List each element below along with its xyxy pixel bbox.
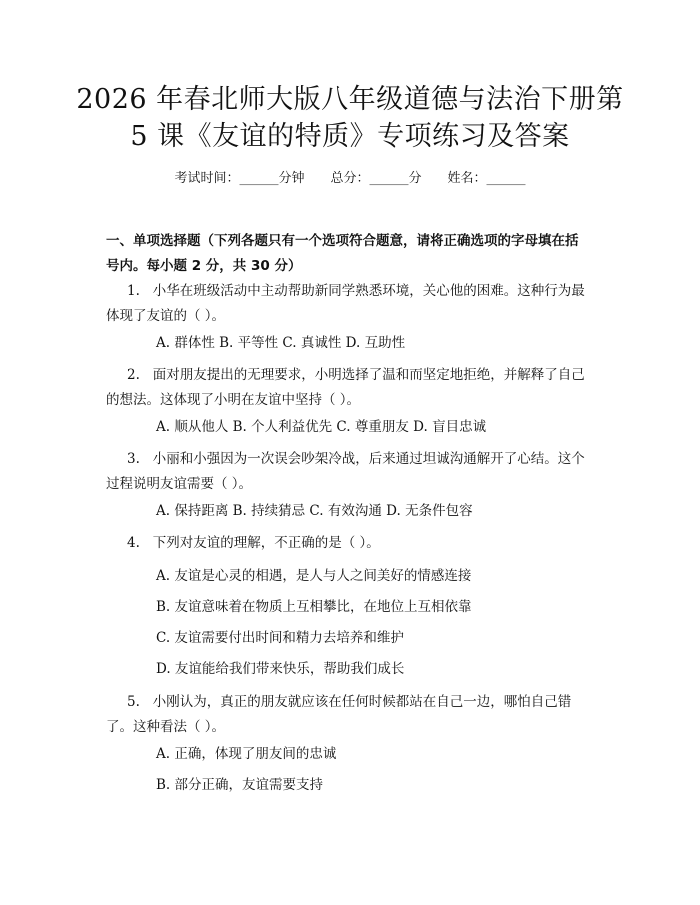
question-5-stem-continued: 了。这种看法（ ）。 bbox=[106, 719, 226, 735]
question-3-stem-continued: 过程说明友谊需要（ ）。 bbox=[106, 476, 253, 492]
question-5-stem: 5. 小刚认为，真正的朋友就应该在任何时候都站在自己一边，哪怕自己错 bbox=[127, 694, 572, 710]
document-title-line-1: 2026 年春北师大版八年级道德与法治下册第 bbox=[76, 84, 624, 115]
question-2-stem-continued: 的想法。这体现了小明在友谊中坚持（ ）。 bbox=[106, 392, 361, 408]
question-4-option-a: A. 友谊是心灵的相遇，是人与人之间美好的情感连接 bbox=[156, 568, 472, 584]
exam-name: 姓名：______ bbox=[447, 171, 526, 186]
exam-time: 考试时间：______分钟 bbox=[174, 171, 305, 186]
question-4-option-d: D. 友谊能给我们带来快乐，帮助我们成长 bbox=[156, 661, 405, 677]
question-2-options: A. 顺从他人 B. 个人利益优先 C. 尊重朋友 D. 盲目忠诚 bbox=[156, 419, 487, 435]
exam-total-score: 总分：______分 bbox=[330, 171, 422, 186]
question-3-options: A. 保持距离 B. 持续猜忌 C. 有效沟通 D. 无条件包容 bbox=[156, 503, 473, 519]
question-1-stem-continued: 体现了友谊的（ ）。 bbox=[106, 308, 226, 324]
question-4-option-b: B. 友谊意味着在物质上互相攀比，在地位上互相依靠 bbox=[156, 599, 472, 615]
question-4-stem: 4. 下列对友谊的理解，不正确的是（ ）。 bbox=[127, 535, 380, 551]
question-5-option-a: A. 正确，体现了朋友间的忠诚 bbox=[156, 746, 337, 762]
document-title-line-2: 5 课《友谊的特质》专项练习及答案 bbox=[130, 121, 570, 152]
section-heading-line-1: 一、单项选择题（下列各题只有一个选项符合题意，请将正确选项的字母填在括 bbox=[106, 233, 579, 249]
question-3-stem: 3. 小丽和小强因为一次误会吵架冷战，后来通过坦诚沟通解开了心结。这个 bbox=[127, 451, 585, 467]
question-2-stem: 2. 面对朋友提出的无理要求，小明选择了温和而坚定地拒绝，并解释了自己 bbox=[127, 367, 585, 383]
exam-meta bbox=[0, 169, 700, 189]
question-5-option-b: B. 部分正确，友谊需要支持 bbox=[156, 777, 324, 793]
section-heading-line-2: 号内。每小题 2 分，共 30 分） bbox=[106, 258, 302, 274]
question-1-options: A. 群体性 B. 平等性 C. 真诚性 D. 互助性 bbox=[156, 335, 406, 351]
question-4-option-c: C. 友谊需要付出时间和精力去培养和维护 bbox=[156, 630, 404, 646]
question-1-stem: 1. 小华在班级活动中主动帮助新同学熟悉环境，关心他的困难。这种行为最 bbox=[127, 283, 585, 299]
